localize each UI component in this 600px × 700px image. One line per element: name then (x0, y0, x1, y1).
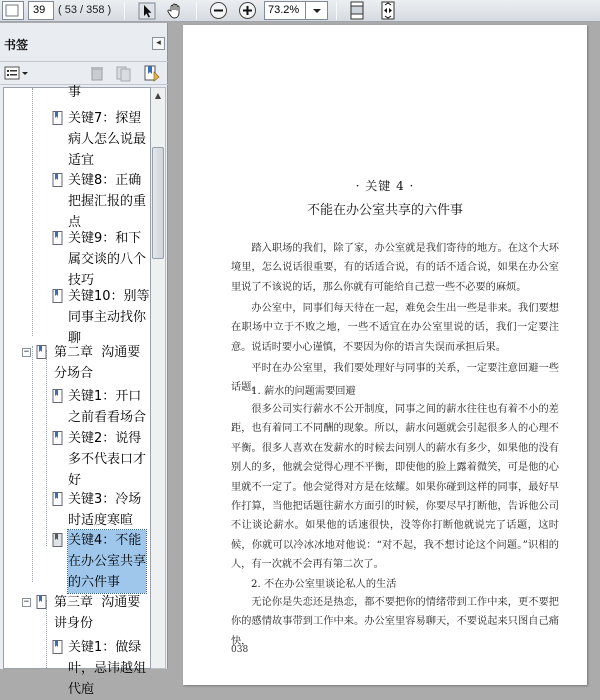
document-page (183, 25, 587, 685)
options-menu-button[interactable] (3, 65, 29, 82)
zoom-dropdown-button[interactable] (306, 1, 328, 20)
fit-width-icon (379, 1, 397, 20)
zoom-in-button[interactable] (235, 1, 259, 20)
chevron-down-icon (312, 7, 322, 15)
bookmark-icon (52, 173, 64, 187)
select-arrow-icon (138, 2, 156, 20)
bookmark-icon (52, 533, 64, 547)
bookmark-icon (52, 492, 64, 506)
bookmark-label: 关键8：正确 把握汇报的重 点 (68, 173, 147, 230)
document-view[interactable] (169, 23, 600, 669)
bookmark-toolbar (0, 61, 168, 85)
collapse-toggle[interactable]: − (23, 347, 30, 357)
page-number-field[interactable]: 39 (28, 1, 54, 20)
subheading: 2. 不在办公室里谈论私人的生活 (251, 579, 397, 590)
scroll-up-arrow-icon[interactable]: ▲ (154, 91, 162, 100)
subheading: 1. 薪水的问题需要回避 (251, 386, 356, 397)
bookmark-label: 关键3：冷场 时适度寒暄 (68, 492, 142, 528)
page-number-footer: 038 (231, 645, 249, 655)
new-bookmark-icon (142, 65, 160, 82)
panel-title: 书签 (4, 38, 29, 52)
bookmark-label: 关键1：开口 之前看看场合 (68, 389, 147, 425)
pages-icon (114, 65, 132, 82)
bookmark-scrollbar[interactable] (151, 87, 166, 669)
collapse-panel-button[interactable]: ◂ (152, 37, 165, 50)
bookmark-icon (52, 389, 64, 403)
delete-bookmark-button[interactable] (88, 65, 108, 82)
chapter-label: · 关键 4 · (355, 179, 415, 193)
bookmark-label: 第二章 沟通要 分场合 (54, 345, 141, 381)
collapse-toggle[interactable]: − (23, 597, 30, 607)
hand-icon (166, 2, 184, 20)
hand-tool-button[interactable] (164, 1, 186, 20)
bookmark-tree (3, 85, 151, 697)
paragraph: 踏入职场的我们，除了家，办公室就是我们寄待的地方。在这个大环境里，怎么说话很重要，有的话适合说，有的话不适合说，如果在办公室里说了不该说的话，那么你就有可能给自己惹一些不必要的麻烦。 (231, 243, 559, 293)
bookmark-icon (52, 231, 64, 245)
bookmark-icon (36, 345, 48, 359)
minus-circle-icon (209, 1, 228, 20)
select-tool-button[interactable] (136, 1, 158, 20)
trash-icon (88, 65, 106, 82)
bookmark-label: 关键7：探望 病人怎么说最 适宜 (68, 111, 147, 168)
page-number-input[interactable] (2, 1, 24, 20)
bookmark-label: 关键1：做绿 叶，忌讳越俎 代庖 (68, 640, 147, 697)
bookmark-icon (52, 289, 64, 303)
bookmark-label: 事 (68, 85, 82, 100)
scroll-thumb[interactable] (152, 147, 164, 259)
paragraph: 办公室中，同事们每天待在一起，难免会生出一些是非来。我们要想在职场中立于不败之地，一些不适宜在办公室里说的话，我们一定要注意。说话时要小心谨慎，不要因为你的语言失误而承担后果。 (231, 303, 559, 353)
zoom-out-button[interactable] (206, 1, 230, 20)
bookmarks-panel (0, 23, 168, 697)
bookmark-icon (52, 640, 64, 654)
fit-page-icon (348, 1, 366, 20)
paragraph: 无论你是失恋还是热恋，都不要把你的情绪带到工作中来，更不要把你的感情故事带到工作中来。办公室里容易聊天，不要说起来只图自己痛快， (231, 597, 559, 647)
bookmark-label: 关键10：别等 同事主动找你 聊 (68, 289, 150, 346)
bookmark-icon (52, 111, 64, 125)
bookmark-icon (52, 431, 64, 445)
chapter-title: 不能在办公室共享的六件事 (306, 203, 463, 218)
plus-circle-icon (238, 1, 257, 20)
panel-header (0, 33, 168, 55)
expand-bookmark-button[interactable] (114, 65, 134, 82)
fit-width-button[interactable] (376, 1, 400, 20)
fit-page-button[interactable] (345, 1, 369, 20)
bookmark-icon (36, 595, 48, 609)
zoom-level-field[interactable]: 73.2% (264, 1, 306, 20)
new-bookmark-button[interactable] (142, 65, 162, 82)
paragraph: 很多公司实行薪水不公开制度，同事之间的薪水往往也有着不小的差距，也有着同工不同酬的现象。所以，薪水问题就会引起很多人的心理不平衡。很多人喜欢在发薪水的时候去问别人的薪水有多少，如果他的没有别人的多，他就会觉得心理不平衡，即使他的脸上露着微笑，可是他的心里就不一定了。他会觉得对方是在炫耀。如果你碰到这样的同事，最好早作打算，当他把话题往薪水方面引的时候，你要尽早打断他，告诉他公司不让谈论薪水。如果他的话速很快，没等你打断他就说完了话题，这时候，你就可以冷冰冰地对他说：“对不起，我不想讨论这个问题。”识相的人，有一次就不会再有第二次了。 (231, 404, 559, 571)
list-options-icon (3, 65, 29, 82)
bookmark-label: 第三章 沟通要 讲身份 (54, 595, 141, 631)
toolbar (0, 0, 600, 22)
bookmark-label: 关键2：说得 多不代表口才 好 (68, 431, 147, 488)
paragraph: 平时在办公室里，我们要处理好与同事的关系，一定要注意回避一些话题。 (231, 363, 559, 394)
bookmark-label: 关键4：不能 在办公室共享 的六件事 (68, 530, 146, 593)
bookmark-label: 关键9：和下 属交谈的八个 技巧 (68, 231, 147, 288)
page-count: ( 53 / 358 ) (58, 4, 112, 16)
